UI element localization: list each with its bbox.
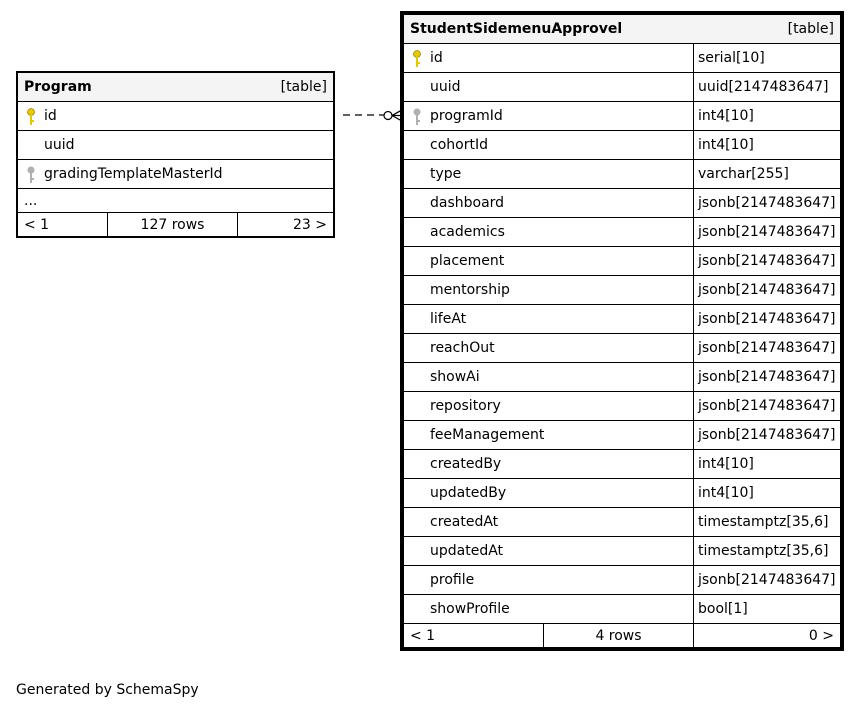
column-name-text: showAi <box>430 369 480 385</box>
column-name <box>404 276 694 305</box>
foreign-key-icon <box>412 108 422 126</box>
column-name-text: uuid <box>430 79 461 95</box>
column-row[interactable] <box>404 44 841 73</box>
column-type: jsonb[2147483647] <box>694 421 841 450</box>
column-name-text: showProfile <box>430 601 510 617</box>
column-row[interactable] <box>404 450 841 479</box>
column-type: int4[10] <box>694 479 841 508</box>
column-name-text: feeManagement <box>430 427 545 443</box>
column-name-text: createdBy <box>430 456 502 472</box>
column-type: int4[10] <box>694 450 841 479</box>
table-footer <box>18 213 334 237</box>
table-name: Program <box>24 79 92 95</box>
column-row[interactable] <box>404 334 841 363</box>
footer-prev[interactable]: < 1 <box>404 624 544 648</box>
table-footer <box>404 624 841 648</box>
column-row[interactable] <box>404 131 841 160</box>
column-name <box>404 479 694 508</box>
column-name <box>404 247 694 276</box>
more-columns-row: ... <box>18 189 334 213</box>
column-row[interactable] <box>404 537 841 566</box>
column-row[interactable] <box>404 392 841 421</box>
column-name <box>18 102 334 131</box>
generated-by-label: Generated by SchemaSpy <box>16 682 199 698</box>
table-header <box>404 15 841 44</box>
column-name-text: repository <box>430 398 501 414</box>
column-name <box>404 160 694 189</box>
column-name-text: dashboard <box>430 195 505 211</box>
column-row[interactable] <box>404 73 841 102</box>
column-row[interactable] <box>404 102 841 131</box>
column-row[interactable] <box>404 421 841 450</box>
column-row[interactable] <box>404 305 841 334</box>
column-row[interactable] <box>404 508 841 537</box>
primary-key-icon <box>26 108 36 126</box>
column-row[interactable] <box>404 595 841 624</box>
column-type: jsonb[2147483647] <box>694 218 841 247</box>
column-name <box>18 160 334 189</box>
column-name-text: reachOut <box>430 340 495 356</box>
column-name-text: placement <box>430 253 505 269</box>
zero-cardinality-marker <box>384 112 392 120</box>
column-name <box>404 421 694 450</box>
column-name-text: createdAt <box>430 514 499 530</box>
column-type: int4[10] <box>694 131 841 160</box>
footer-next[interactable]: 0 > <box>694 624 841 648</box>
column-type: int4[10] <box>694 102 841 131</box>
column-type: jsonb[2147483647] <box>694 276 841 305</box>
column-row[interactable] <box>404 189 841 218</box>
column-type: jsonb[2147483647] <box>694 392 841 421</box>
column-name <box>404 392 694 421</box>
column-name <box>404 305 694 334</box>
column-name <box>404 131 694 160</box>
column-type: jsonb[2147483647] <box>694 305 841 334</box>
column-name <box>404 595 694 624</box>
column-name-text: type <box>430 166 462 182</box>
footer-prev[interactable]: < 1 <box>18 213 108 237</box>
column-name-text: updatedBy <box>430 485 507 501</box>
student-sidemenu-approvel-table[interactable] <box>400 11 844 651</box>
column-row[interactable] <box>18 131 334 160</box>
column-type: jsonb[2147483647] <box>694 566 841 595</box>
column-type: jsonb[2147483647] <box>694 363 841 392</box>
table-kind: [table] <box>787 21 834 37</box>
column-name <box>404 450 694 479</box>
column-name <box>18 131 334 160</box>
column-name-text: mentorship <box>430 282 510 298</box>
column-name-text: id <box>44 108 57 124</box>
column-name-text: updatedAt <box>430 543 504 559</box>
column-name-text: profile <box>430 572 475 588</box>
column-type: jsonb[2147483647] <box>694 247 841 276</box>
column-name <box>404 73 694 102</box>
column-row[interactable] <box>404 276 841 305</box>
column-type: serial[10] <box>694 44 841 73</box>
program-table[interactable] <box>16 71 335 238</box>
column-type: timestamptz[35,6] <box>694 508 841 537</box>
column-name <box>404 334 694 363</box>
column-name-text: uuid <box>44 137 75 153</box>
table-name: StudentSidemenuApprovel <box>410 21 623 37</box>
column-row[interactable] <box>404 247 841 276</box>
column-row[interactable] <box>404 218 841 247</box>
column-name <box>404 363 694 392</box>
column-type: bool[1] <box>694 595 841 624</box>
column-row[interactable] <box>404 479 841 508</box>
column-type: jsonb[2147483647] <box>694 189 841 218</box>
footer-row-count: 127 rows <box>108 213 238 237</box>
column-type: varchar[255] <box>694 160 841 189</box>
column-name-text: lifeAt <box>430 311 467 327</box>
table-kind: [table] <box>280 79 327 95</box>
column-type: jsonb[2147483647] <box>694 334 841 363</box>
column-name-text: academics <box>430 224 505 240</box>
column-name-text: programId <box>430 108 503 124</box>
footer-next[interactable]: 23 > <box>238 213 334 237</box>
column-name <box>404 508 694 537</box>
primary-key-icon <box>412 50 422 68</box>
table-header <box>18 73 334 102</box>
column-row[interactable] <box>18 160 334 189</box>
column-type: timestamptz[35,6] <box>694 537 841 566</box>
foreign-key-icon <box>26 166 36 184</box>
column-name <box>404 218 694 247</box>
column-name-text: cohortId <box>430 137 488 153</box>
column-name-text: id <box>430 50 443 66</box>
column-name <box>404 189 694 218</box>
column-name <box>404 44 694 73</box>
column-row[interactable] <box>404 363 841 392</box>
column-name <box>404 537 694 566</box>
column-name-text: gradingTemplateMasterId <box>44 166 223 182</box>
column-row[interactable] <box>404 566 841 595</box>
column-row[interactable] <box>404 160 841 189</box>
column-type: uuid[2147483647] <box>694 73 841 102</box>
column-name <box>404 102 694 131</box>
column-row[interactable] <box>18 102 334 131</box>
footer-row-count: 4 rows <box>544 624 694 648</box>
column-name <box>404 566 694 595</box>
